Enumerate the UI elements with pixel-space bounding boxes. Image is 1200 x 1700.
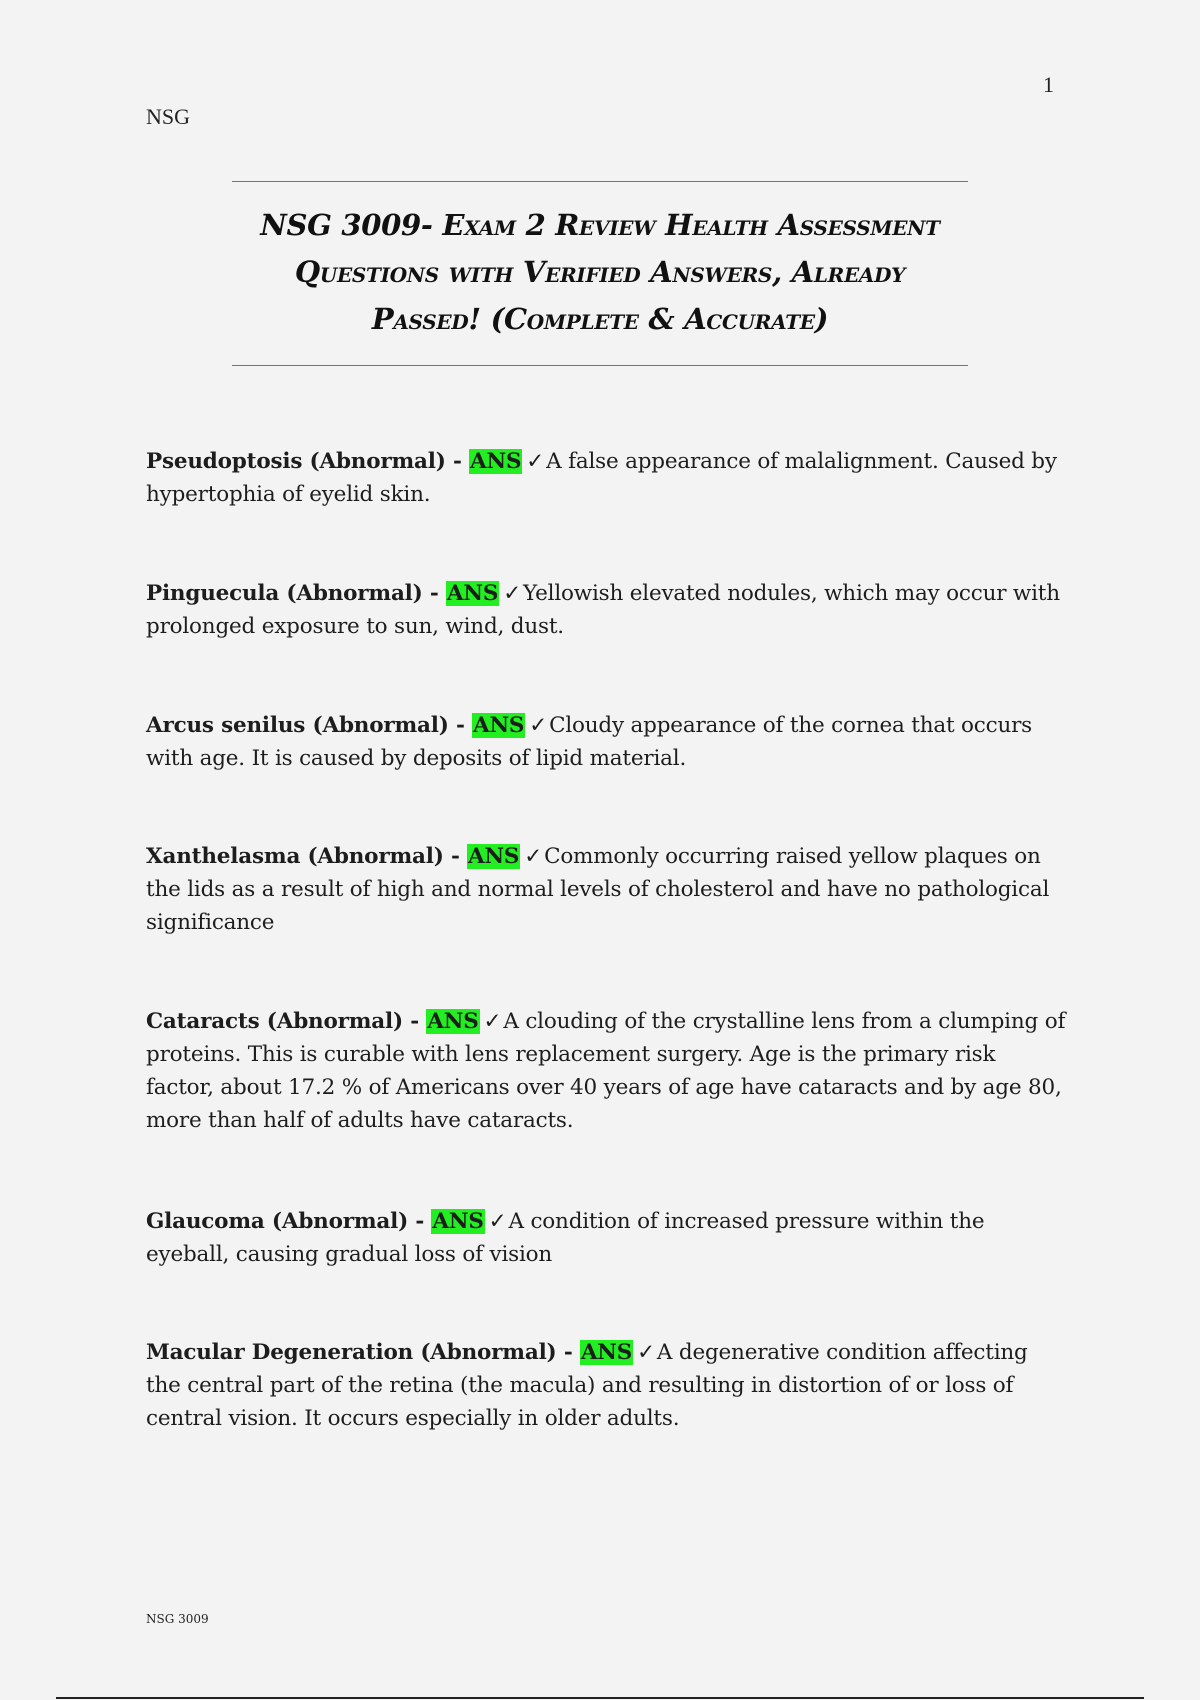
entry-term: Pinguecula (Abnormal) bbox=[146, 581, 423, 606]
checkmark-icon: ✓ bbox=[488, 1209, 507, 1234]
qa-entry-arcus-senilus bbox=[146, 709, 1066, 775]
title-line-3 bbox=[232, 296, 968, 343]
entry-term: Glaucoma (Abnormal) bbox=[146, 1209, 409, 1234]
entry-separator: - bbox=[448, 713, 472, 738]
checkmark-icon: ✓ bbox=[637, 1340, 655, 1365]
ans-highlight: ANS bbox=[467, 844, 520, 869]
title-line-1 bbox=[232, 202, 968, 249]
checkmark-icon: ✓ bbox=[503, 581, 522, 606]
entry-answer: A condition of increased pressure within the eyeball, causing gradual loss of vision bbox=[146, 1209, 985, 1267]
qa-entry-macular-degeneration bbox=[146, 1336, 1066, 1435]
qa-entry-glaucoma bbox=[146, 1205, 1066, 1271]
ans-highlight: ANS bbox=[446, 581, 499, 606]
ans-highlight: ANS bbox=[473, 713, 525, 738]
ans-highlight: ANS bbox=[427, 1009, 479, 1034]
page-number: 1 bbox=[1043, 72, 1054, 97]
checkmark-icon: ✓ bbox=[524, 844, 543, 869]
entry-separator: - bbox=[556, 1340, 580, 1365]
entry-answer: A false appearance of malalignment. Caused by hypertophia of eyelid skin. bbox=[146, 449, 1057, 507]
title-line-1-plain: NSG 3009- bbox=[260, 208, 443, 242]
entry-term: Cataracts (Abnormal) bbox=[146, 1009, 403, 1034]
entry-term: Macular Degeneration (Abnormal) bbox=[146, 1340, 557, 1365]
entry-separator: - bbox=[445, 449, 470, 474]
entry-separator: - bbox=[402, 1009, 427, 1034]
entry-term: Pseudoptosis (Abnormal) bbox=[146, 449, 446, 474]
checkmark-icon: ✓ bbox=[483, 1009, 502, 1034]
ans-highlight: ANS bbox=[470, 449, 522, 474]
qa-entry-pseudoptosis bbox=[146, 445, 1066, 511]
title-line-3-smallcaps: Passed! (Complete & Accurate) bbox=[371, 302, 829, 336]
entry-answer: Commonly occurring raised yellow plaques on the lids as a result of high and normal levels of cholesterol and have no pathological significance bbox=[146, 844, 1050, 935]
entry-answer: Yellowish elevated nodules, which may occur with prolonged exposure to sun, wind, dust. bbox=[146, 581, 1060, 639]
ans-highlight: ANS bbox=[580, 1340, 633, 1365]
entry-separator: - bbox=[408, 1209, 432, 1234]
title-line-2-smallcaps: Questions with Verified Answers, Already bbox=[294, 255, 906, 289]
entry-term: Xanthelasma (Abnormal) bbox=[146, 844, 444, 869]
page-header: NSG bbox=[146, 104, 191, 129]
document-title bbox=[232, 202, 968, 343]
entry-separator: - bbox=[422, 581, 446, 606]
title-line-1-smallcaps: Exam 2 Review Health Assessment bbox=[442, 208, 940, 242]
qa-entry-cataracts bbox=[146, 1005, 1066, 1137]
page-footer: NSG 3009 bbox=[146, 1612, 209, 1626]
ans-highlight: ANS bbox=[432, 1209, 484, 1234]
entry-answer: A clouding of the crystalline lens from a clumping of proteins. This is curable with lens replacement surgery. Age is the primary risk factor, about 17.2 % of Americans over 40 years of age have cataracts and by age 80, more than half of adults have cataracts. bbox=[146, 1009, 1066, 1133]
page-bottom-divider bbox=[56, 1697, 1144, 1699]
checkmark-icon: ✓ bbox=[526, 449, 545, 474]
checkmark-icon: ✓ bbox=[529, 713, 548, 738]
entry-answer: Cloudy appearance of the cornea that occurs with age. It is caused by deposits of lipid material. bbox=[146, 713, 1033, 771]
title-line-2 bbox=[232, 249, 968, 296]
document-title-block bbox=[232, 181, 968, 366]
entry-answer: A degenerative condition affecting the central part of the retina (the macula) and resulting in distortion of or loss of central vision. It occurs especially in older adults. bbox=[146, 1340, 1028, 1431]
entry-term: Arcus senilus (Abnormal) bbox=[146, 713, 449, 738]
entry-separator: - bbox=[443, 844, 467, 869]
qa-entry-xanthelasma bbox=[146, 840, 1066, 939]
qa-entry-pinguecula bbox=[146, 577, 1066, 643]
